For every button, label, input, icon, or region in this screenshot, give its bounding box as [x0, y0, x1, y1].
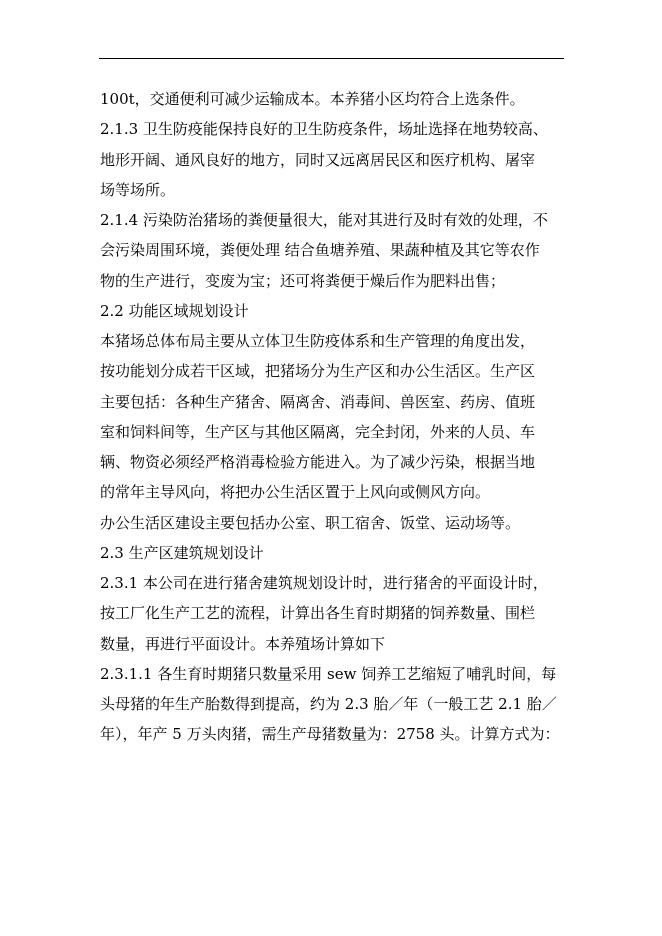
text-line: 会污染周围环境，粪便处理 结合鱼塘养殖、果蔬种植及其它等农作: [100, 241, 540, 260]
text-line: 主要包括：各种生产猪舍、隔离舍、消毒间、兽医室、药房、值班: [100, 392, 536, 411]
section-2-1-3-line: 2.1.3 卫生防疫能保持良好的卫生防疫条件，场址选择在地势较高、: [100, 120, 548, 139]
section-heading-2-2: 2.2 功能区域规划设计: [100, 301, 249, 320]
text-line: 数量，再进行平面设计。本养殖场计算如下: [100, 634, 386, 653]
text-line: 年），年产 5 万头肉猪，需生产母猪数量为：2758 头。计算方式为：: [100, 725, 560, 744]
text-line: 物的生产进行，变废为宝；还可将粪便于燥后作为肥料出售；: [100, 271, 506, 290]
section-heading-2-3: 2.3 生产区建筑规划设计: [100, 543, 264, 562]
section-2-1-4-line: 2.1.4 污染防治猪场的粪便量很大，能对其进行及时有效的处理，不: [100, 211, 548, 229]
section-2-3-1-line: 2.3.1 本公司在进行猪舍建筑规划设计时，进行猪舍的平面设计时，: [100, 574, 548, 592]
document-body: [100, 84, 560, 750]
text-line: 按工厂化生产工艺的流程，计算出各生育时期猪的饲养数量、围栏: [100, 604, 536, 623]
text-line: 头母猪的年生产胎数得到提高，约为 2.3 胎／年（一般工艺 2.1 胎／: [100, 695, 557, 713]
text-line: 辆、物资必须经严格消毒检验方能进入。为了减少污染，根据当地: [100, 453, 536, 471]
text-line: 的常年主导风向，将把办公生活区置于上风向或侧风方向。: [100, 483, 491, 502]
text-line: 按功能划分成若干区域，把猪场分为生产区和办公生活区。生产区: [100, 362, 536, 381]
text-line: 本猪场总体布局主要从立体卫生防疫体系和生产管理的角度出发，: [100, 332, 536, 350]
text-line: 场等场所。: [100, 180, 176, 199]
text-line: 地形开阔、通风良好的地方，同时又远离居民区和医疗机构、屠宰: [100, 150, 536, 169]
text-line: 室和饲料间等，生产区与其他区隔离，完全封闭，外来的人员、车: [100, 422, 536, 441]
section-2-3-1-1-line: 2.3.1.1 各生育时期猪只数量采用 sew 饲养工艺缩短了哺乳时间，每: [100, 664, 557, 683]
header-rule: [99, 58, 564, 59]
text-line: 100t，交通便利可减少运输成本。本养猪小区均符合上选条件。: [100, 90, 525, 108]
text-line: 办公生活区建设主要包括办公室、职工宿舍、饭堂、运动场等。: [100, 513, 521, 532]
